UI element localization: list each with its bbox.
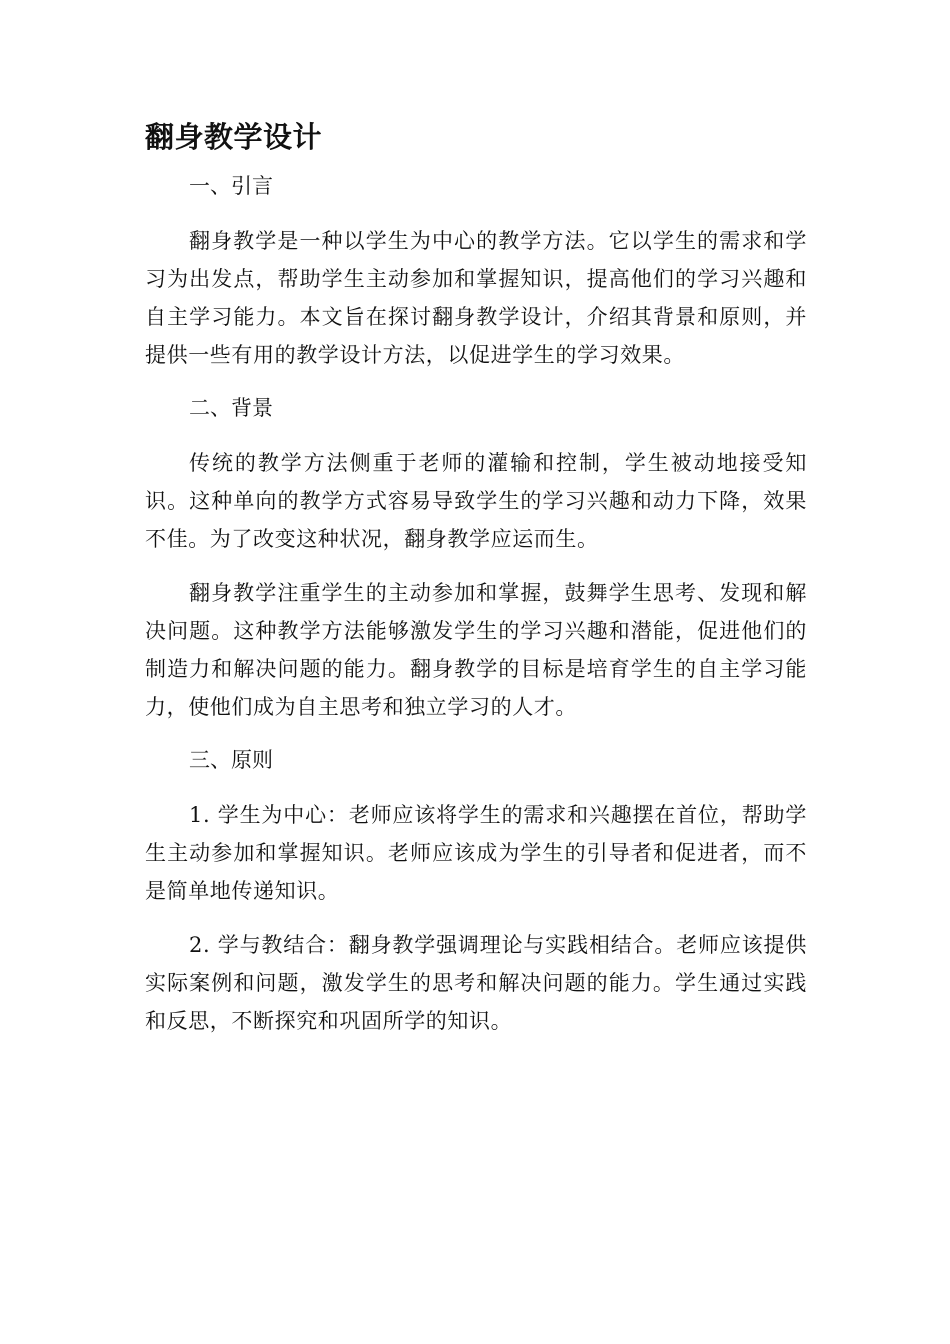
section-heading: 一、引言 bbox=[189, 174, 273, 198]
section-heading: 二、背景 bbox=[189, 396, 273, 420]
principle-item: 1. 学生为中心：老师应该将学生的需求和兴趣摆在首位，帮助学生主动参加和掌握知识。老师应该成为学生的引导者和促进者，而不是简单地传递知识。 bbox=[145, 803, 807, 903]
section-introduction bbox=[145, 168, 807, 374]
paragraph: 翻身教学注重学生的主动参加和掌握，鼓舞学生思考、发现和解决问题。这种教学方法能够激发学生的学习兴趣和潜能，促进他们的制造力和解决问题的能力。翻身教学的目标是培育学生的自主学习能力，使他们成为自主思考和独立学习的人才。 bbox=[145, 581, 807, 719]
document-page bbox=[145, 118, 807, 1056]
section-principles bbox=[145, 742, 807, 1040]
document-title: 翻身教学设计 bbox=[145, 120, 323, 154]
section-background bbox=[145, 390, 807, 726]
principle-item: 2. 学与教结合：翻身教学强调理论与实践相结合。老师应该提供实际案例和问题，激发学生的思考和解决问题的能力。学生通过实践和反思，不断探究和巩固所学的知识。 bbox=[145, 933, 807, 1033]
paragraph: 翻身教学是一种以学生为中心的教学方法。它以学生的需求和学习为出发点，帮助学生主动参加和掌握知识，提高他们的学习兴趣和自主学习能力。本文旨在探讨翻身教学设计，介绍其背景和原则，并提供一些有用的教学设计方法，以促进学生的学习效果。 bbox=[145, 229, 807, 367]
paragraph: 传统的教学方法侧重于老师的灌输和控制，学生被动地接受知识。这种单向的教学方式容易导致学生的学习兴趣和动力下降，效果不佳。为了改变这种状况，翻身教学应运而生。 bbox=[145, 451, 807, 551]
section-heading: 三、原则 bbox=[189, 748, 273, 772]
